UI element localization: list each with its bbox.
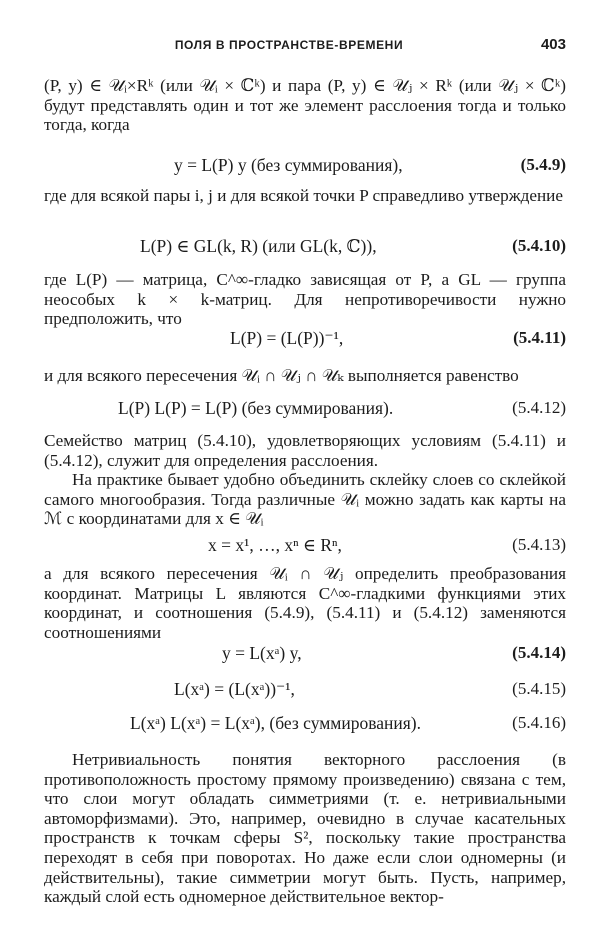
paragraph-7: а для всякого пересечения 𝒰ᵢ ∩ 𝒰ⱼ определить преобразования координат. Матрицы L являются C^∞-гладкими функциями этих координат, и соотношения (5.4.9), (5.4.11) и (5.4.12) заменяются соотношениями <box>44 564 566 642</box>
equation-5-4-14 <box>44 640 566 666</box>
paragraph-1: (P, y) ∈ 𝒰ᵢ×Rᵏ (или 𝒰ᵢ × ℂᵏ) и пара (P, y) ∈ 𝒰ⱼ × Rᵏ (или 𝒰ⱼ × ℂᵏ) будут представлять один и тот же элемент расслоения тогда и только тогда, когда <box>44 76 566 135</box>
equation-number: (5.4.15) <box>512 679 566 698</box>
equation-5-4-9 <box>44 152 566 178</box>
equation-formula: x = x¹, …, xⁿ ∈ Rⁿ, <box>208 535 342 555</box>
equation-5-4-13 <box>44 532 566 558</box>
equation-formula: L(xᵃ) = (L(xᵃ))⁻¹, <box>174 679 295 699</box>
equation-5-4-10 <box>44 233 566 259</box>
equation-formula: L(xᵃ) L(xᵃ) = L(xᵃ), (без суммирования). <box>130 713 422 733</box>
equation-formula: L(P) ∈ GL(k, R) (или GL(k, ℂ)), <box>140 236 377 256</box>
equation-number: (5.4.16) <box>512 713 566 732</box>
equation-formula: L(P) L(P) = L(P) (без суммирования). <box>118 398 394 418</box>
equation-formula: L(P) = (L(P))⁻¹, <box>230 328 344 348</box>
equation-5-4-16 <box>44 710 566 736</box>
equation-5-4-11 <box>44 325 566 351</box>
paragraph-2: где для всякой пары i, j и для всякой точки P справедливо утверждение <box>44 186 563 205</box>
running-title: ПОЛЯ В ПРОСТРАНСТВЕ-ВРЕМЕНИ <box>174 38 404 52</box>
page-header <box>12 38 566 60</box>
equation-number: (5.4.13) <box>512 535 566 554</box>
equation-5-4-12 <box>44 395 566 421</box>
equation-5-4-15 <box>44 676 566 702</box>
paragraph-5: Семейство матриц (5.4.10), удовлетворяющих условиям (5.4.11) и (5.4.12), служит для определения расслоения. <box>44 431 566 470</box>
equation-formula: y = L(P) y (без суммирования), <box>174 155 403 175</box>
paragraph-3: где L(P) — матрица, C^∞-гладко зависящая от P, а GL — группа неособых k × k-матриц. Для непротиворечивости нужно предположить, что <box>44 270 566 329</box>
paragraph-6: На практике бывает удобно объединить склейку слоев со склейкой самого многообразия. Тогда различные 𝒰ᵢ можно задать как карты на ℳ с координатами для x ∈ 𝒰ᵢ <box>44 470 566 529</box>
paragraph-4: и для всякого пересечения 𝒰ᵢ ∩ 𝒰ⱼ ∩ 𝒰ₖ выполняется равенство <box>44 366 519 385</box>
equation-number: (5.4.12) <box>512 398 566 417</box>
equation-number: (5.4.9) <box>520 155 566 174</box>
equation-number: (5.4.10) <box>512 236 566 255</box>
page-number: 403 <box>540 36 566 53</box>
equation-number: (5.4.14) <box>512 643 566 662</box>
paragraph-8: Нетривиальность понятия векторного расслоения (в противоположность простому прямому произведению) связана с тем, что слои могут обладать симметриями (т. е. нетривиальными автоморфизмами). Это, например, очевидно в случае касательных пространств к точкам сферы S², поскольку такие пространства переходят в себя при поворотах. Но даже если слои одномерны (и действительны), такие симметрии могут быть. Пусть, например, каждый слой есть одномерное действительное вектор- <box>44 750 566 907</box>
equation-formula: y = L(xᵃ) y, <box>222 643 302 663</box>
equation-number: (5.4.11) <box>513 328 566 347</box>
